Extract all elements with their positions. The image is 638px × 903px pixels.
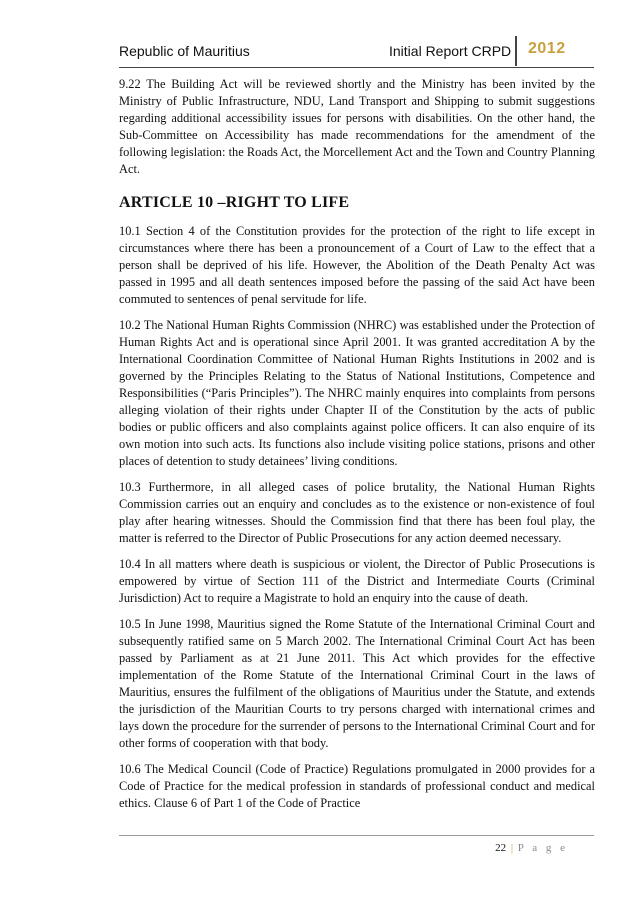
article-heading: ARTICLE 10 –RIGHT TO LIFE	[119, 194, 350, 211]
paragraph-10-6: 10.6 The Medical Council (Code of Practice) Regulations promulgated in 2000 provides for a Code of Practice for the medical profession in standards of professional conduct and medical ethics. Clause 6 of Part 1 of the Code of Practice	[119, 762, 595, 810]
paragraph-10-1: 10.1 Section 4 of the Constitution provides for the protection of the right to life except in circumstances where there has been a pronouncement of a Court of Law to the effect that a person shall be deprived of his life. However, the Abolition of the Death Penalty Act was passed in 1995 and all death sentences imposed before the passing of the said Act have been commuted to sentences of penal servitude for life.	[119, 224, 595, 306]
footer-rule	[119, 835, 594, 836]
page-label: P a g e	[517, 842, 568, 854]
header-year: 2012	[528, 40, 566, 57]
paragraph-10-3: 10.3 Furthermore, in all alleged cases of police brutality, the National Human Rights Commission carries out an enquiry and concludes as to the existence or non-existence of foul play after hearing witnesses. Should the Commission find that there has been foul play, the matter is referred to the Director of Public Prosecutions for any action deemed necessary.	[119, 480, 595, 545]
paragraph-10-4: 10.4 In all matters where death is suspicious or violent, the Director of Public Prosecutions is empowered by virtue of Section 111 of the District and Intermediate Courts (Criminal Jurisdiction) Act to require a Magistrate to hold an enquiry into the cause of death.	[119, 557, 595, 605]
header-rule	[119, 67, 594, 68]
page-header	[119, 40, 594, 66]
page-body	[119, 76, 595, 821]
paragraph-10-5: 10.5 In June 1998, Mauritius signed the Rome Statute of the International Criminal Court and subsequently ratified same on 5 March 2002. The International Criminal Court Act has been passed by Parliament as at 21 June 2011. This Act which provides for the effective implementation of the Rome Statute of the International Criminal Court in the laws of Mauritius, ensures the fulfilment of the obligations of Mauritius under the Statute, and extends the jurisdiction of the Mauritian Courts to try persons charged with international crimes and lays down the procedure for the surrender of persons to the International Criminal Court and for other forms of cooperation with that body.	[119, 617, 595, 750]
header-organization: Republic of Mauritius	[119, 43, 250, 59]
footer-separator: |	[510, 842, 514, 854]
header-divider	[515, 36, 517, 66]
page-footer	[495, 842, 568, 854]
header-report-title: Initial Report CRPD	[389, 43, 512, 59]
paragraph-10-2: 10.2 The National Human Rights Commission (NHRC) was established under the Protection of Human Rights Act and is operational since April 2001. It was granted accreditation A by the International Coordination Committee of National Human Rights Institutions in 2002 and is governed by the Principles Relating to the Status of National Institutions, Competence and Responsibilities (“Paris Principles”). The NHRC mainly enquires into complaints from persons alleging violation of their rights under Chapter II of the Constitution by the acts of public bodies or public officers and also complaints against police officers. It can also enquire of its own motion into such acts. Its functions also include visiting police stations, prisons and other places of detention to study detainees’ living conditions.	[119, 318, 595, 468]
page-number: 22	[495, 842, 507, 854]
paragraph-9-22: 9.22 The Building Act will be reviewed shortly and the Ministry has been invited by the Ministry of Public Infrastructure, NDU, Land Transport and Shipping to submit suggestions regarding additional accessibility issues for persons with disabilities. On the other hand, the Sub-Committee on Accessibility has made recommendations for the amendment of the following legislation: the Roads Act, the Morcellement Act and the Town and Country Planning Act.	[119, 77, 595, 176]
